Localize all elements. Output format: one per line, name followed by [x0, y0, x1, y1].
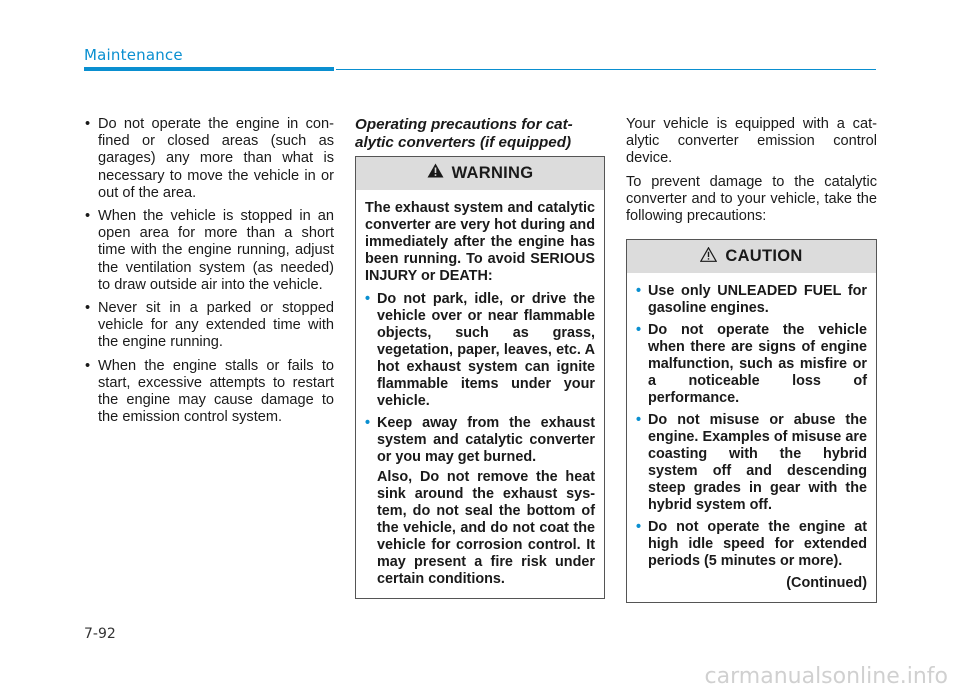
section-title: Maintenance — [84, 46, 183, 64]
caution-triangle-icon — [700, 247, 717, 267]
caution-list — [636, 283, 867, 570]
warning-header — [356, 157, 604, 190]
warning-label: WARNING — [451, 163, 534, 182]
watermark: carmanualsonline.info — [704, 664, 948, 689]
warning-intro: The exhaust system and catalytic converter are very hot during and immediately after the engine has been running. To avoid SERIOUS INJURY or DEATH: — [365, 200, 595, 284]
continued-note: (Continued) — [786, 575, 867, 592]
list-item: • Do not misuse or abuse the engine. Examples of misuse are coasting with the hybrid system off and descending steep grades in gear with the hybrid system off. — [636, 412, 867, 514]
caution-body — [627, 273, 876, 602]
list-item: • Use only UNLEADED FUEL for gasoline engines. — [636, 283, 867, 317]
section-heading: Operating precautions for catalytic converters (if equipped) — [355, 116, 573, 151]
precautions-paragraph: To prevent damage to the catalytic converter and to your vehicle, take the following precautions: — [626, 173, 877, 225]
caution-box — [626, 239, 877, 603]
warning-body — [356, 190, 604, 598]
warning-list — [365, 291, 595, 466]
warning-follow-up: Also, Do not remove the heat sink around the exhaust system, do not seal the bottom of the vehicle, and do not coat the vehicle for corrosion control. It may present a fire risk under certain conditions. — [377, 469, 595, 587]
caution-header — [627, 240, 876, 273]
list-item: • Do not operate the engine in confined or closed areas (such as garages) any more than what is necessary to move the vehicle in or out of the area. — [84, 116, 334, 202]
caution-label: CAUTION — [725, 247, 803, 266]
list-item: • Keep away from the exhaust system and catalytic converter or you may get burned. — [365, 415, 595, 466]
column-right — [626, 116, 877, 603]
list-item: • Do not park, idle, or drive the vehicle over or near flammable objects, such as grass, vegetation, paper, leaves, etc. A hot exhaust system can ignite flammable items under your vehicle. — [365, 291, 595, 410]
list-item: • Do not operate the engine at high idle speed for extended periods (5 minutes or more). — [636, 519, 867, 570]
header-rule-thick — [84, 67, 334, 71]
warning-box — [355, 156, 605, 599]
list-item: • Never sit in a parked or stopped vehicle for any extended time with the engine running. — [84, 300, 334, 352]
list-item: • When the engine stalls or fails to start, excessive attempts to restart the engine may cause damage to the emission control system. — [84, 358, 334, 427]
list-item: • When the vehicle is stopped in an open area for more than a short time with the engine running, adjust the ventilation system (as needed) to draw outside air into the vehicle. — [84, 208, 334, 294]
warning-triangle-icon — [427, 163, 444, 183]
intro-paragraph: Your vehicle is equipped with a catalytic converter emission control device. — [626, 116, 877, 167]
list-item: • Do not operate the vehicle when there are signs of engine malfunction, such as misfire or a noticeable loss of performance. — [636, 322, 867, 407]
header-rule-thin — [336, 69, 876, 70]
page-number: 7-92 — [84, 626, 116, 642]
column-middle — [355, 116, 605, 599]
column-left — [84, 116, 334, 432]
engine-operation-list — [84, 116, 334, 426]
